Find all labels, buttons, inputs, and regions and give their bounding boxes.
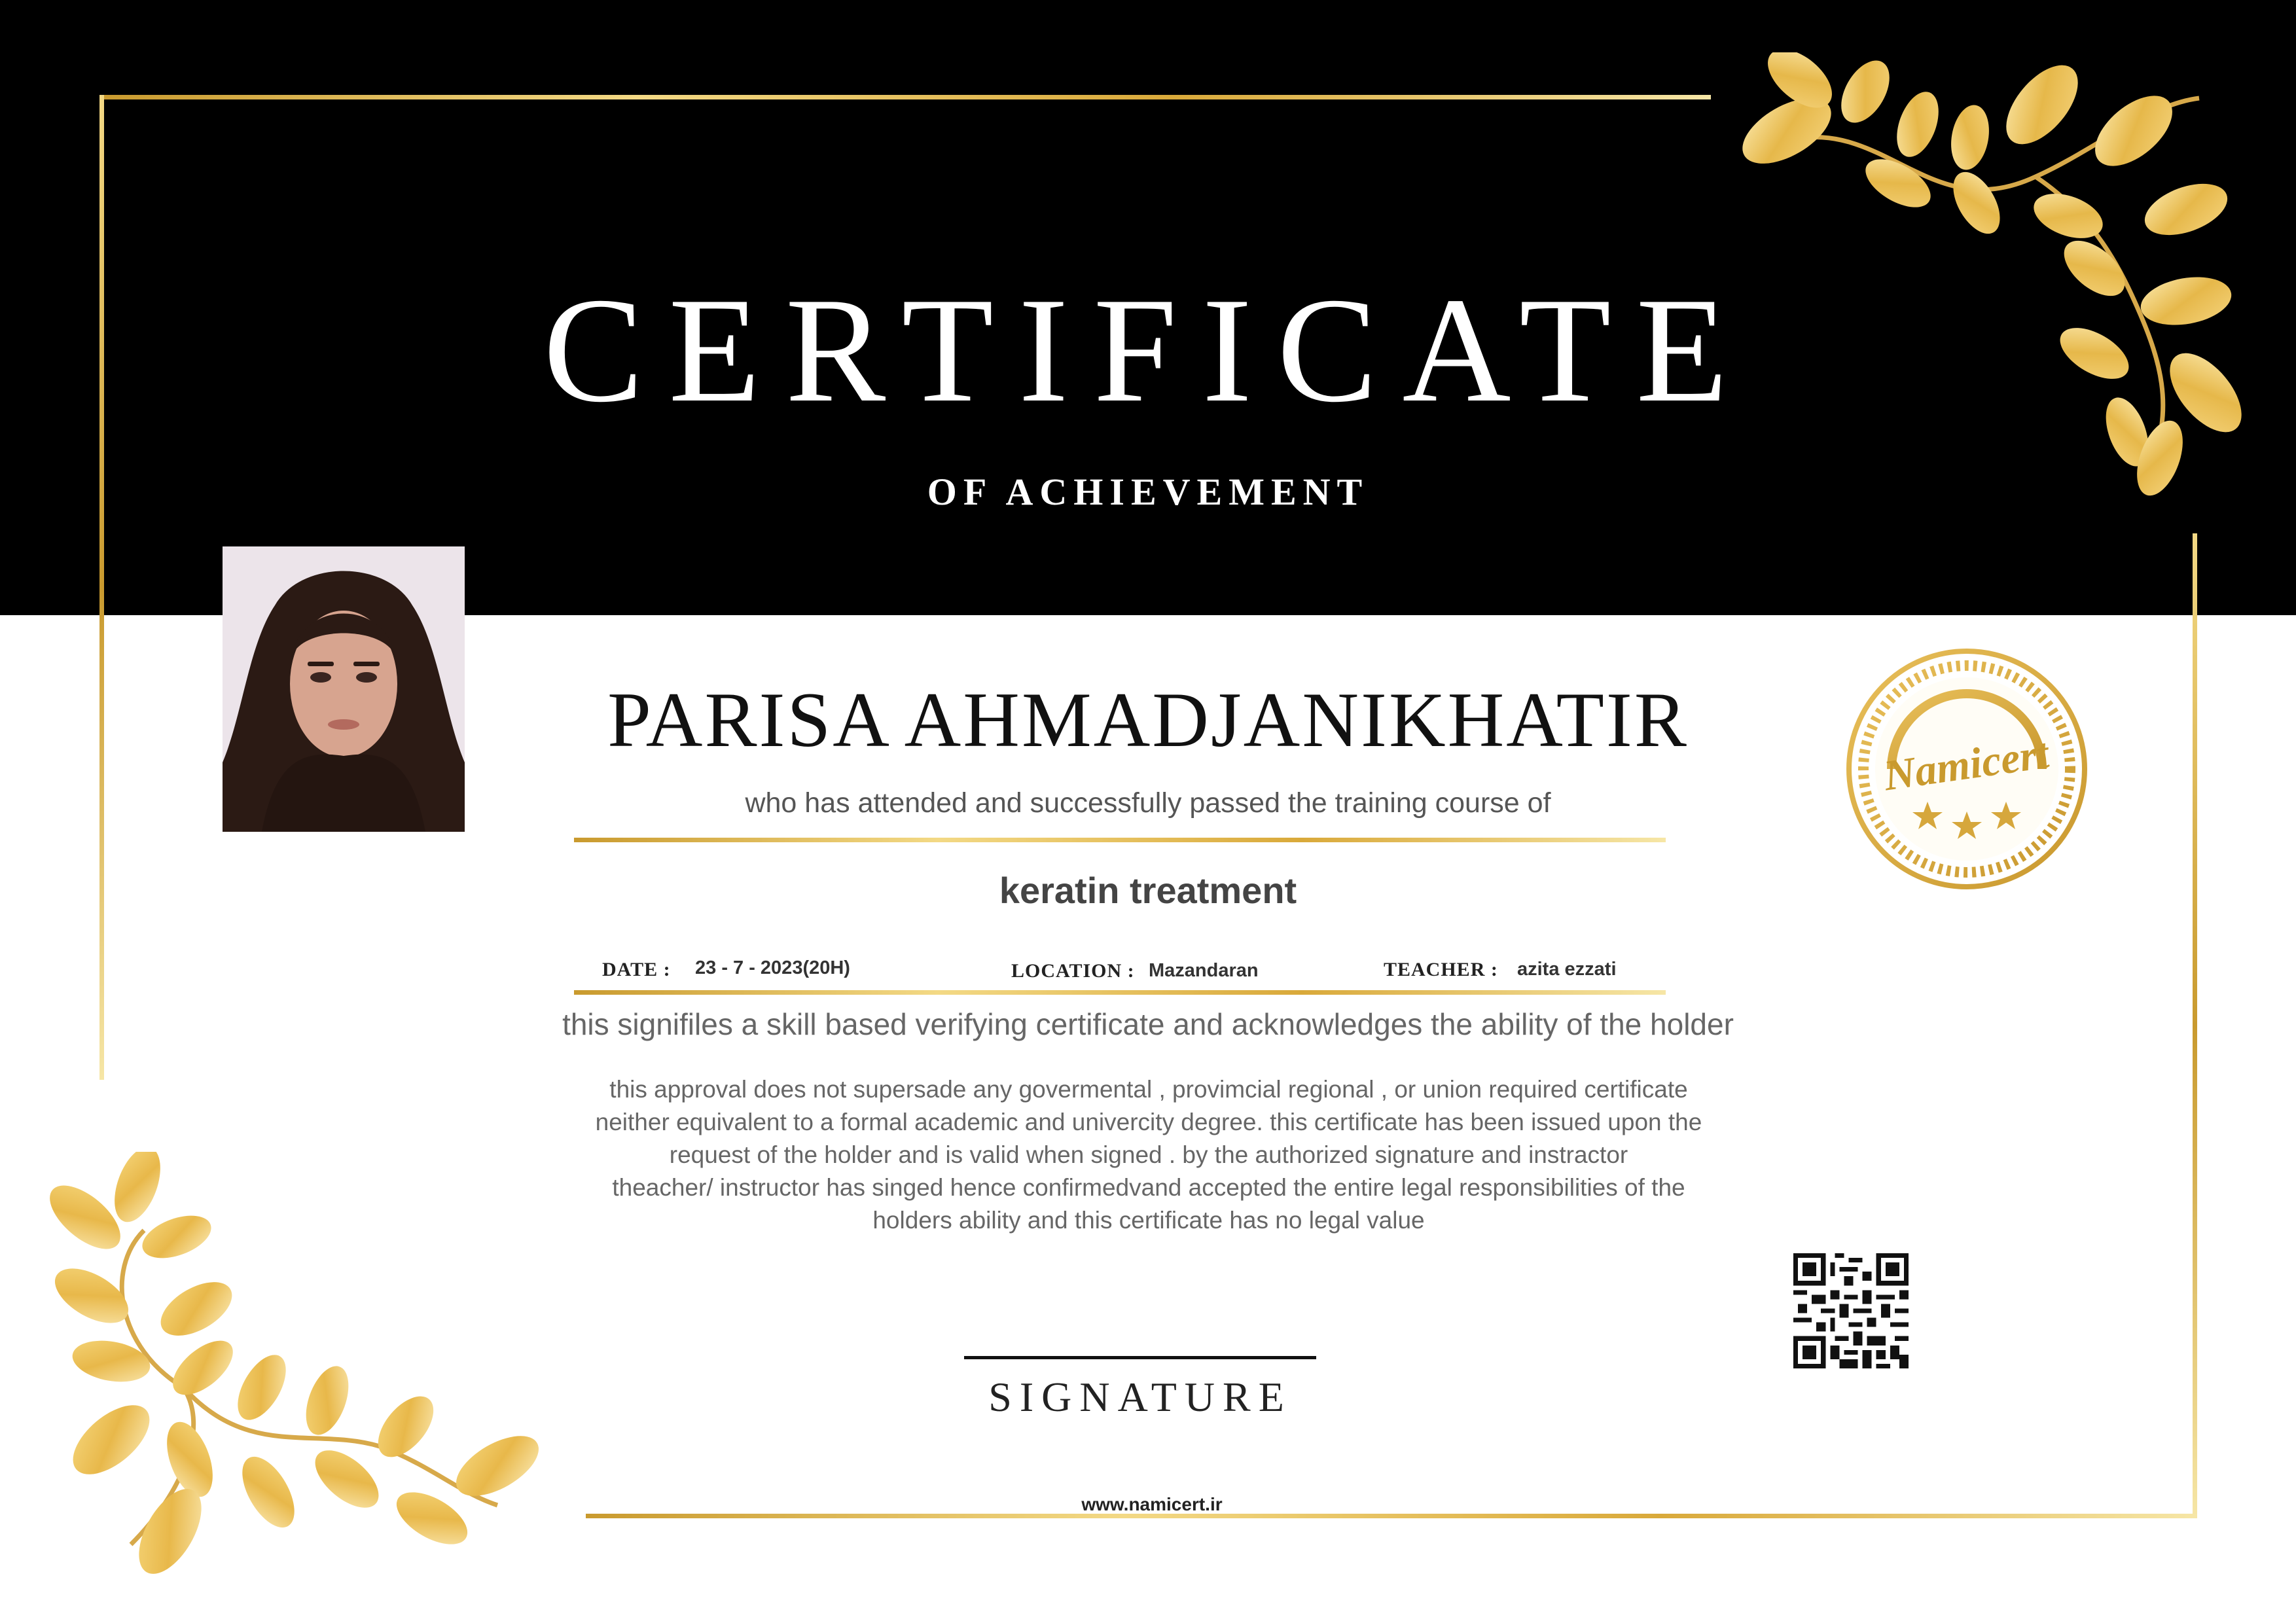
qr-code-icon (1793, 1253, 1909, 1368)
teacher-value: azita ezzati (1517, 959, 1617, 980)
disclaimer-text (550, 1073, 1748, 1237)
date-value: 23 - 7 - 2023(20H) (695, 957, 850, 978)
website-text: www.namicert.ir (1081, 1494, 1223, 1514)
signature-label: SIGNATURE (988, 1374, 1292, 1420)
teacher-label: TEACHER : (1384, 959, 1498, 980)
date-label: DATE : (602, 959, 671, 980)
location-label: LOCATION : (1011, 960, 1135, 982)
signifies-text: this signifiles a skill based verifying certificate and acknowledges the ability of the holder (562, 1007, 1734, 1041)
certificate-title: CERTIFICATE (543, 266, 1753, 433)
recipient-name: PARISA AHMADJANIKHATIR (607, 676, 1689, 763)
location-value: Mazandaran (1149, 960, 1259, 981)
details-divider (574, 990, 1666, 995)
certificate-subtitle: OF ACHIEVEMENT (927, 471, 1369, 513)
signature-line (964, 1356, 1316, 1359)
disclaimer-line: this approval does not supersade any govermental , provimcial regional , or union required certificate (609, 1076, 1688, 1103)
disclaimer-line: neither equivalent to a formal academic and univercity degree. this certificate has been issued upon the (595, 1109, 1702, 1135)
disclaimer-line: request of the holder and is valid when signed . by the authorized signature and instractor (669, 1141, 1628, 1168)
seal-text: Namicert (1880, 729, 2052, 800)
frame-left-line (99, 95, 104, 1080)
gold-leaf-branch-icon (39, 1152, 563, 1584)
frame-top-line (99, 95, 1711, 99)
attended-text: who has attended and successfully passed the training course of (745, 787, 1551, 819)
course-name: keratin treatment (999, 870, 1297, 911)
frame-bottom-line (586, 1514, 2197, 1518)
course-divider-top (574, 838, 1666, 842)
disclaimer-line: theacher/ instructor has singed hence confirmedvand accepted the entire legal responsibilities of the (612, 1174, 1685, 1201)
disclaimer-line: holders ability and this certificate has no legal value (872, 1207, 1425, 1234)
